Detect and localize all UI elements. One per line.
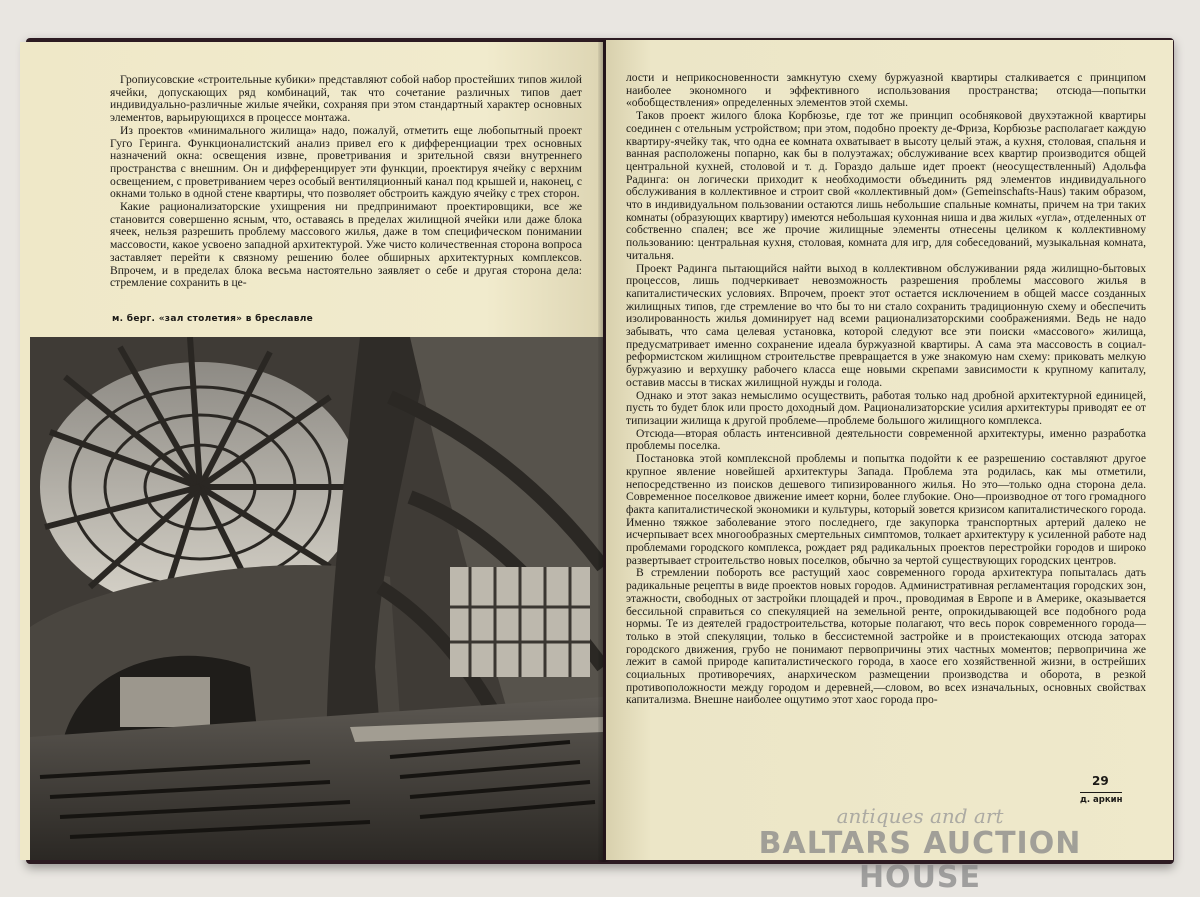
author-signature: д. аркин [1080,792,1122,805]
watermark-brand: BALTARS AUCTION HOUSE [758,826,1082,895]
right-page [606,40,1173,860]
right-paragraph-4: Однако и этот заказ немыслимо осуществить, работая только над дробной архитектурной единицей, пусть то будет блок или просто доходный дом. Рационализаторские усилия архитектуры приводят ее от типизации жилища к другой проблеме—проблеме большого жилищного комплекса. [626,388,1146,427]
left-paragraph-1: Гропиусовские «строительные кубики» представляют собой набор простейших типов жилой ячейки, допускающих ряд комбинаций, так что сочетание различных типов дает индивидуально-различные жилые ячейки, сохраняя при этом стандартный характер основных элементов, варьирующихся в процессе монтажа. [110,73,582,125]
left-paragraph-3: Какие рационализаторские ухищрения ни предпринимают проектировщики, все же становится совершенно ясным, что, оставаясь в пределах жилищной ячейки или даже блока ячеек, нельзя разрешить проблему массового жилья, даже в том специфическом понимании массовости, какое усвоено западной архитектурой. Уже чисто количественная сторона вопроса заставляет перейти к связному решению более обширных архитектурных комплексов. Впрочем, и в пределах блока весьма настоятельно заявляет о себе и другая сторона дела: стремление сохранить в це- [110,200,582,290]
right-paragraph-1: лости и неприкосновенности замкнутую схему буржуазной квартиры сталкивается с принципом наиболее экономного и эффективного использования пространства; отсюда—попытки «обобществления» определенных элементов этой схемы. [626,71,1146,110]
left-paragraph-2: Из проектов «минимального жилища» надо, пожалуй, отметить еще любопытный проект Гуго Геринга. Функционалистский анализ привел его к дифференциации трех основных назначений окна: освещения извне, проветривания и зрительной связи внутреннего пространства с внешним. Он и дифференцирует эти функции, проектируя ячейку с верхним освещением, с проветриванием через особый вентиляционный канал под крышей и, наконец, с окнами только в одной стене квартиры, что позволяет обстроить каждую ячейку с трех сторон. [110,123,582,201]
left-page [20,42,603,860]
page-number: 29 [1092,774,1109,788]
centennial-hall-photo [30,337,603,860]
auction-watermark [720,805,1120,895]
right-paragraph-5: Отсюда—вторая область интенсивной деятельности современной архитектуры, именно разработка проблемы поселка. [626,426,1146,453]
left-page-text [110,74,582,290]
right-paragraph-3: Проект Радинга пытающийся найти выход в коллективном обслуживании ряда жилищно-бытовых процессов, лишь подчеркивает невозможность разрешения проблемы массового жилья в капиталистических условиях. Впрочем, проект этот остается исключением в общей массе созданных жилищных типов, где стремление во что бы то ни стало сохранить традиционную схему и обеспечить изолированность жилья доминирует над всеми рационализаторскими соображениями. Ведь не надо забывать, что сама целевая установка, которой следуют все эти поиски «массового» жилища, предусматривает именно сохранение идеала буржуазной квартиры. А сама эта массовость в социал-реформистском жилищном строительстве превращается в уже знакомую нам схему: приковать мелкую буржуазию и верхушку рабочего класса еще новыми скрепами зависимости к крупному капиталу, оставив массы в тисках жилищной нужды и голода. [626,261,1146,389]
right-paragraph-2: Таков проект жилого блока Корбюзье, где тот же принцип особняковой двухэтажной квартиры соединен с отельным устройством; при этом, подобно проекту де-Фриза, Корбюзье располагает каждую квартиру-ячейку так, что одна ее комната охватывает в высоту целый этаж, а кухня, столовая, спальня и ванная расположены попарно, как бы в полуэтажах; обслуживание всех квартир производится общей центральной кухней, столовой и т. д. Горaздо дальше идет проект (неосуществленный) Адольфа Радинга: он логически приходит к необходимости объединить ряд элементов индивидуального обслуживания в коллективное и строит свой «коллективный дом» (Gemeinschafts-Haus) таким образом, что в индивидуальном пользовании остаются лишь небольшие спальные комнаты, причем на три таких комнаты (образующих квартиру) имеются небольшая кухонная ниша и два жилых «угла», отделенных от собственно спален; все же прочие жилищные элементы отнесены целиком к коллективному пользованию: центральная кухня, столовая, комната для игр, для собеседований, музыкальная комната, читальня. [626,109,1147,262]
photo-caption: м. берг. «зал столетия» в бреславле [112,314,314,324]
right-page-text [626,72,1146,707]
hall-interior-illustration [30,337,603,860]
watermark-tagline: antiques and art [836,804,1004,828]
right-paragraph-7: В стремлении побороть все растущий хаос современного города архитектура попыталась дать радикальные рецепты в виде проектов новых городов. Административная регламентация городских зон, этажности, свободных от застройки площадей и проч., проводимая в Европе и в Америке, оказывается бессильной справиться со спекуляцией на земельной ренте, опрокидывающей все подобного рода нормы. Те из деятелей градостроительства, которые полагают, что весь порок современного города—только в этой спекуляции, только в бессистемной застройке и в проистекающих отсюда заторах городского движения, грубо не понимают первопричины этих частных моментов; первопричина же лежит в самой природе капиталистического города, в хаосе его хозяйственной жизни, в острейших социальных противоречиях, анархическом размещении производства и оборота, в резкой противоположности между городом и деревней,—словом, во всех изначальных, основных свойствах капитализма. Внешне наиболее ощутимо этот хаос города про- [626,566,1146,707]
right-paragraph-6: Постановка этой комплексной проблемы и попытка подойти к ее разрешению составляют другое крупное явление новейшей архитектуры Запада. Проблема эта родилась, как мы отметили, непосредственно из поисков дешевого типизированного жилья. Но это—только одна сторона дела. Современное поселковое движение имеет корни, более глубокие. Оно—производное от того громадного факта капиталистической экономики и культуры, который зовется кризисом капиталистического города. Именно тяжкое заболевание этого последнего, где закупорка транспортных артерий далеко не исчерпывает всех многообразных смертельных симптомов, толкает архитектуру к усиленной работе над проблемами городского комплекса, рождает ряд радикальных проектов перестройки городов и широко развертывает строительство новых поселков, обычно за чертой существующих городских центров. [626,452,1146,567]
